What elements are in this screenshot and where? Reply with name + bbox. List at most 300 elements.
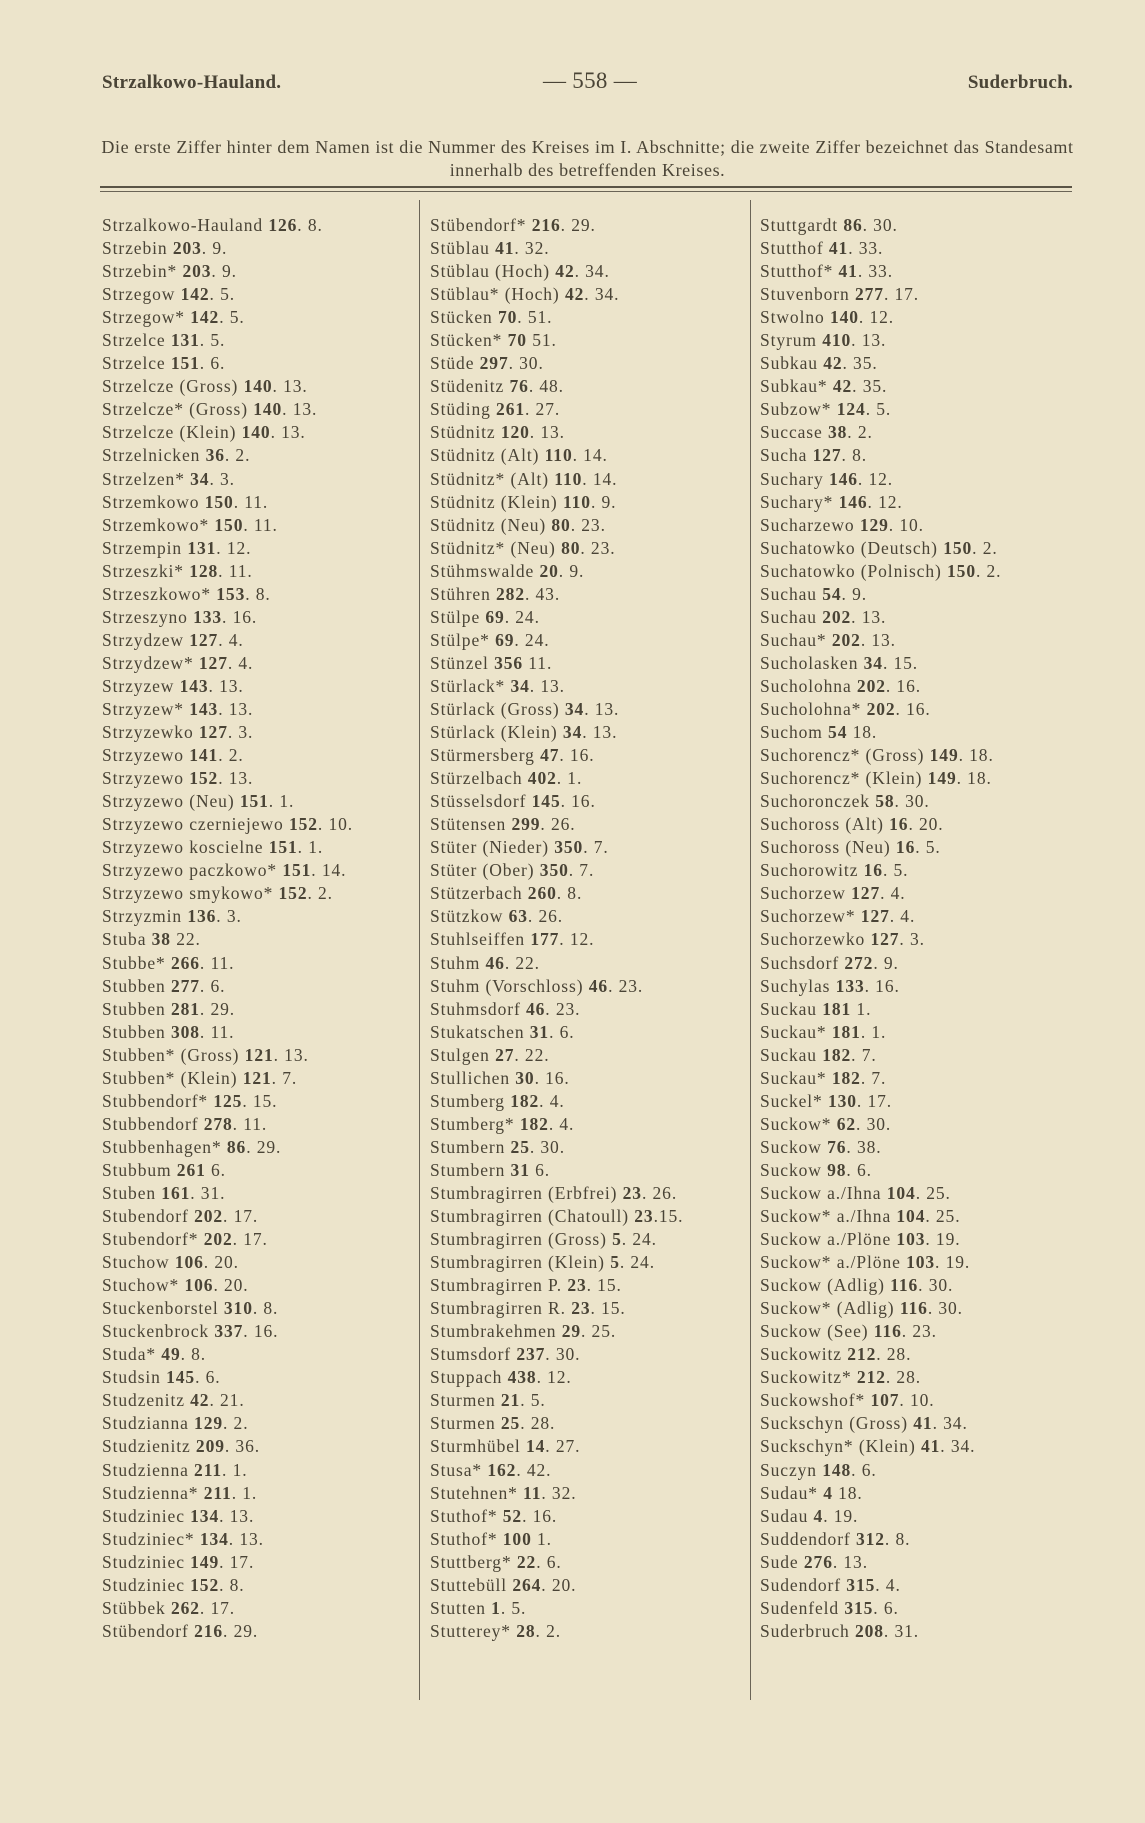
index-entry bbox=[430, 1251, 683, 1274]
place-name: Stuthof* bbox=[430, 1505, 498, 1526]
standesamt-number: . 1. bbox=[231, 1482, 258, 1503]
kreis-number: 127 bbox=[189, 629, 219, 650]
kreis-number: 23 bbox=[571, 1298, 591, 1319]
index-entry bbox=[760, 583, 1001, 606]
standesamt-number: . 19. bbox=[935, 1252, 971, 1273]
standesamt-number: . 17. bbox=[232, 1229, 268, 1250]
kreis-number: 16 bbox=[895, 837, 916, 858]
place-name: Stutten bbox=[430, 1597, 486, 1618]
place-name: Stürzelbach bbox=[430, 768, 523, 789]
standesamt-number: . 23. bbox=[580, 537, 616, 558]
index-entry bbox=[102, 1482, 353, 1505]
kreis-number: 34 bbox=[863, 652, 883, 673]
place-name: Suchau* bbox=[760, 629, 827, 650]
standesamt-number: . 6. bbox=[873, 1597, 899, 1618]
kreis-number: 27 bbox=[495, 1044, 515, 1065]
index-entry bbox=[102, 1528, 353, 1551]
place-name: Stüdnitz (Klein) bbox=[430, 491, 558, 512]
kreis-number: 124 bbox=[836, 399, 866, 420]
kreis-number: 127 bbox=[870, 929, 900, 950]
place-name: Stutterey* bbox=[430, 1620, 511, 1641]
index-entry bbox=[760, 1459, 1001, 1482]
place-name: Stüter (Nieder) bbox=[430, 837, 549, 858]
kreis-number: 1 bbox=[491, 1597, 501, 1618]
place-name: Stuttgardt bbox=[760, 215, 839, 235]
kreis-number: 127 bbox=[851, 883, 881, 904]
place-name: Suckow* a./Plöne bbox=[760, 1252, 901, 1273]
kreis-number: 70 bbox=[507, 330, 527, 351]
kreis-number: 58 bbox=[875, 791, 895, 812]
standesamt-number: . 30. bbox=[545, 1344, 581, 1365]
place-name: Suczyn bbox=[760, 1459, 817, 1480]
standesamt-number: . 4. bbox=[889, 906, 916, 927]
index-entry bbox=[760, 1389, 1001, 1412]
standesamt-number: 18. bbox=[847, 722, 878, 743]
kreis-number: 142 bbox=[180, 284, 210, 305]
index-entry bbox=[760, 721, 1001, 744]
standesamt-number: . 26. bbox=[527, 906, 564, 927]
place-name: Suckow (Adlig) bbox=[760, 1275, 885, 1296]
standesamt-number: . 16. bbox=[560, 791, 596, 812]
kreis-number: 116 bbox=[873, 1321, 902, 1342]
index-entry bbox=[430, 214, 683, 237]
place-name: Suchary bbox=[760, 468, 824, 489]
kreis-number: 54 bbox=[822, 583, 842, 604]
place-name: Suckow bbox=[760, 1136, 822, 1157]
standesamt-number: . 5. bbox=[915, 837, 941, 858]
index-entry bbox=[430, 905, 683, 928]
index-entry bbox=[430, 514, 683, 537]
standesamt-number: . 9. bbox=[558, 560, 585, 581]
standesamt-number: . 11. bbox=[233, 491, 269, 512]
kreis-number: 14 bbox=[525, 1436, 546, 1457]
standesamt-number: . 8. bbox=[884, 1528, 911, 1549]
place-name: Stubben* (Gross) bbox=[102, 1044, 240, 1065]
kreis-number: 282 bbox=[496, 583, 525, 604]
place-name: Stübbek bbox=[102, 1597, 166, 1618]
standesamt-number: . 2. bbox=[535, 1620, 562, 1641]
index-entry bbox=[430, 1067, 683, 1090]
kreis-number: 182 bbox=[519, 1113, 549, 1134]
kreis-number: 140 bbox=[243, 376, 273, 397]
standesamt-number: . 5. bbox=[882, 860, 909, 881]
place-name: Studziniec bbox=[102, 1551, 185, 1572]
place-name: Strzyzewo bbox=[102, 745, 184, 766]
standesamt-number: . 29. bbox=[223, 1620, 259, 1641]
place-name: Suckow* (Adlig) bbox=[760, 1298, 895, 1319]
place-name: Stuhlseiffen bbox=[430, 929, 526, 950]
kreis-number: 410 bbox=[822, 330, 852, 351]
place-name: Studziniec* bbox=[102, 1528, 195, 1549]
place-name: Strzebin* bbox=[102, 261, 178, 282]
place-name: Stuckenbrock bbox=[102, 1321, 210, 1342]
index-entry bbox=[102, 882, 353, 905]
place-name: Strzelce bbox=[102, 330, 166, 351]
index-entry bbox=[430, 1159, 683, 1182]
place-name: Studzienna* bbox=[102, 1482, 199, 1503]
standesamt-number: . 16. bbox=[522, 1505, 558, 1526]
kreis-number: 149 bbox=[190, 1551, 220, 1572]
standesamt-number: . 11. bbox=[232, 1113, 268, 1134]
kreis-number: 31 bbox=[529, 1021, 550, 1042]
kreis-number: 5 bbox=[612, 1229, 622, 1250]
standesamt-number: . 20. bbox=[203, 1252, 239, 1273]
index-entry bbox=[430, 1435, 683, 1458]
standesamt-number: . 14. bbox=[311, 860, 347, 881]
standesamt-number: . 30. bbox=[856, 1113, 892, 1134]
index-entry bbox=[102, 652, 353, 675]
index-entry bbox=[102, 905, 353, 928]
standesamt-number: . 9. bbox=[201, 238, 228, 259]
place-name: Stumberg* bbox=[430, 1113, 515, 1134]
index-entry bbox=[102, 1343, 353, 1366]
index-entry bbox=[430, 1136, 683, 1159]
index-entry bbox=[760, 998, 1001, 1021]
index-entry bbox=[430, 652, 683, 675]
place-name: Strzeszkowo* bbox=[102, 583, 211, 604]
kreis-number: 264 bbox=[512, 1574, 542, 1595]
kreis-number: 315 bbox=[844, 1597, 874, 1618]
index-entry bbox=[760, 1228, 1001, 1251]
place-name: Stubbendorf* bbox=[102, 1090, 209, 1111]
index-entry bbox=[760, 928, 1001, 951]
standesamt-number: . 15. bbox=[586, 1275, 622, 1296]
kreis-number: 299 bbox=[511, 814, 541, 835]
place-name: Suchary* bbox=[760, 491, 834, 512]
standesamt-number: . 6. bbox=[549, 1021, 575, 1042]
standesamt-number: . 19. bbox=[925, 1229, 961, 1250]
place-name: Strzyzewo paczkowo* bbox=[102, 860, 278, 881]
kreis-number: 127 bbox=[198, 722, 228, 743]
standesamt-number: . 30. bbox=[862, 215, 898, 235]
place-name: Stübendorf bbox=[102, 1620, 189, 1641]
kreis-number: 20 bbox=[539, 560, 559, 581]
standesamt-number: . 1. bbox=[222, 1459, 248, 1480]
place-name: Strzyzew bbox=[102, 675, 175, 696]
kreis-number: 21 bbox=[500, 1390, 521, 1411]
place-name: Strzyzewo smykowo* bbox=[102, 883, 274, 904]
standesamt-number: . 17. bbox=[199, 1597, 236, 1618]
kreis-number: 41 bbox=[828, 238, 849, 259]
standesamt-number: . 2. bbox=[975, 560, 1002, 581]
kreis-number: 104 bbox=[896, 1206, 926, 1227]
kreis-number: 262 bbox=[170, 1597, 200, 1618]
kreis-number: 30 bbox=[515, 1067, 535, 1088]
kreis-number: 151 bbox=[282, 860, 312, 881]
standesamt-number: . 30. bbox=[529, 1136, 565, 1157]
standesamt-number: . 13. bbox=[584, 698, 620, 719]
kreis-number: 209 bbox=[195, 1436, 225, 1457]
place-name: Sucholasken bbox=[760, 652, 859, 673]
index-column-2 bbox=[430, 214, 683, 1643]
kreis-number: 203 bbox=[182, 261, 212, 282]
index-entry bbox=[102, 1159, 353, 1182]
kreis-number: 182 bbox=[822, 1044, 852, 1065]
place-name: Suchorzew bbox=[760, 883, 846, 904]
place-name: Sturmen bbox=[430, 1413, 496, 1434]
place-name: Stuchow* bbox=[102, 1275, 180, 1296]
index-entry bbox=[760, 882, 1001, 905]
place-name: Suchorzew* bbox=[760, 906, 856, 927]
kreis-number: 148 bbox=[822, 1459, 852, 1480]
place-name: Subkau* bbox=[760, 376, 828, 397]
place-name: Suckel* bbox=[760, 1090, 823, 1111]
kreis-number: 125 bbox=[213, 1090, 243, 1111]
index-entry bbox=[760, 1297, 1001, 1320]
standesamt-number: . 6. bbox=[199, 975, 226, 996]
place-name: Stülpe* bbox=[430, 629, 490, 650]
standesamt-number: . 23. bbox=[545, 998, 581, 1019]
kreis-number: 237 bbox=[516, 1344, 546, 1365]
place-name: Stürlack (Klein) bbox=[430, 722, 558, 743]
standesamt-number: . 13. bbox=[272, 376, 308, 397]
kreis-number: 38 bbox=[827, 422, 848, 443]
kreis-number: 103 bbox=[896, 1229, 926, 1250]
index-entry bbox=[430, 560, 683, 583]
index-entry bbox=[430, 1297, 683, 1320]
place-name: Stumbern bbox=[430, 1136, 506, 1157]
column-divider bbox=[419, 200, 420, 1700]
index-entry bbox=[430, 283, 683, 306]
kreis-number: 29 bbox=[561, 1321, 581, 1342]
place-name: Stusa* bbox=[430, 1459, 483, 1480]
kreis-number: 4 bbox=[813, 1505, 824, 1526]
standesamt-number: . 23. bbox=[608, 975, 644, 996]
standesamt-number: . 13. bbox=[529, 675, 565, 696]
index-entry bbox=[430, 1389, 683, 1412]
kreis-number: 133 bbox=[835, 975, 865, 996]
standesamt-number: . 14. bbox=[572, 445, 608, 466]
standesamt-number: . 12. bbox=[536, 1367, 572, 1388]
standesamt-number: . 8. bbox=[219, 1574, 245, 1595]
index-entry bbox=[430, 1113, 683, 1136]
place-name: Stumbragirren P. bbox=[430, 1275, 563, 1296]
place-name: Strzemkowo bbox=[102, 491, 200, 512]
index-entry bbox=[430, 1459, 683, 1482]
kreis-number: 46 bbox=[588, 975, 609, 996]
running-head-left: Strzalkowo-Hauland. bbox=[102, 72, 282, 93]
place-name: Strzelnicken bbox=[102, 445, 201, 466]
place-name: Suchoross (Neu) bbox=[760, 837, 891, 858]
standesamt-number: . 13. bbox=[529, 422, 565, 443]
standesamt-number: . 4. bbox=[875, 1574, 901, 1595]
index-entry bbox=[102, 998, 353, 1021]
place-name: Suckow bbox=[760, 1159, 822, 1180]
kreis-number: 276 bbox=[803, 1551, 833, 1572]
place-name: Stützkow bbox=[430, 906, 504, 927]
standesamt-number: . 18. bbox=[956, 768, 992, 789]
kreis-number: 41 bbox=[920, 1436, 941, 1457]
kreis-number: 310 bbox=[223, 1298, 253, 1319]
place-name: Stuckenborstel bbox=[102, 1298, 219, 1319]
standesamt-number: . 13. bbox=[208, 675, 244, 696]
place-name: Suchylas bbox=[760, 975, 831, 996]
kreis-number: 297 bbox=[479, 353, 509, 374]
index-entry bbox=[102, 329, 353, 352]
place-name: Studzianna bbox=[102, 1413, 189, 1434]
index-entry bbox=[760, 744, 1001, 767]
index-entry bbox=[430, 1505, 683, 1528]
standesamt-number: . 4. bbox=[880, 883, 906, 904]
index-entry bbox=[102, 721, 353, 744]
place-name: Strzalkowo-Hauland bbox=[102, 215, 264, 235]
place-name: Strzempin bbox=[102, 537, 183, 558]
index-entry bbox=[102, 629, 353, 652]
index-entry bbox=[102, 975, 353, 998]
index-entry bbox=[430, 1574, 683, 1597]
kreis-number: 145 bbox=[531, 791, 561, 812]
page-number: — 558 — bbox=[542, 68, 638, 93]
standesamt-number: . 20. bbox=[213, 1275, 249, 1296]
place-name: Studzienna bbox=[102, 1459, 189, 1480]
kreis-number: 261 bbox=[176, 1159, 206, 1180]
standesamt-number: . 29. bbox=[560, 215, 596, 235]
index-entry bbox=[102, 514, 353, 537]
kreis-number: 203 bbox=[172, 238, 202, 259]
standesamt-number: . 11. bbox=[218, 560, 253, 581]
index-entry bbox=[102, 398, 353, 421]
place-name: Sudenfeld bbox=[760, 1597, 840, 1618]
kreis-number: 76 bbox=[827, 1136, 847, 1157]
standesamt-number: . 8. bbox=[252, 1298, 279, 1319]
kreis-number: 47 bbox=[540, 745, 560, 766]
place-name: Stubendorf* bbox=[102, 1229, 199, 1250]
index-entry bbox=[102, 1574, 353, 1597]
standesamt-number: . 23. bbox=[901, 1321, 937, 1342]
index-entry bbox=[430, 1320, 683, 1343]
kreis-number: 202 bbox=[866, 698, 896, 719]
index-entry bbox=[760, 1343, 1001, 1366]
place-name: Strzebin bbox=[102, 238, 168, 259]
standesamt-number: . 16. bbox=[885, 675, 921, 696]
index-entry bbox=[102, 952, 353, 975]
kreis-number: 70 bbox=[497, 307, 518, 328]
kreis-number: 106 bbox=[184, 1275, 214, 1296]
standesamt-number: . 8. bbox=[556, 883, 583, 904]
kreis-number: 42 bbox=[564, 284, 585, 305]
place-name: Strzemkowo* bbox=[102, 514, 210, 535]
index-entry bbox=[430, 1412, 683, 1435]
standesamt-number: . 42. bbox=[516, 1459, 552, 1480]
standesamt-number: 22. bbox=[170, 929, 201, 950]
standesamt-number: . 24. bbox=[514, 629, 550, 650]
place-name: Suckau bbox=[760, 1044, 817, 1065]
standesamt-number: . 38. bbox=[846, 1136, 882, 1157]
place-name: Stüdenitz bbox=[430, 376, 505, 397]
standesamt-number: . 27. bbox=[545, 1436, 581, 1457]
kreis-number: 152 bbox=[278, 883, 308, 904]
standesamt-number: . 13. bbox=[270, 422, 306, 443]
kreis-number: 54 bbox=[828, 722, 848, 743]
kreis-number: 49 bbox=[161, 1344, 181, 1365]
kreis-number: 152 bbox=[288, 814, 318, 835]
place-name: Stulgen bbox=[430, 1044, 490, 1065]
kreis-number: 212 bbox=[856, 1367, 886, 1388]
place-name: Stubbenhagen* bbox=[102, 1136, 222, 1157]
kreis-number: 202 bbox=[194, 1206, 224, 1227]
place-name: Suckowshof* bbox=[760, 1390, 866, 1411]
kreis-number: 31 bbox=[510, 1159, 530, 1180]
place-name: Stubbendorf bbox=[102, 1113, 199, 1134]
standesamt-number: . 13. bbox=[851, 330, 887, 351]
standesamt-number: . 28. bbox=[885, 1367, 921, 1388]
kreis-number: 126 bbox=[268, 215, 298, 235]
standesamt-number: . 2. bbox=[218, 745, 244, 766]
index-entry bbox=[102, 1021, 353, 1044]
kreis-number: 149 bbox=[929, 745, 959, 766]
standesamt-number: . 21. bbox=[209, 1390, 245, 1411]
kreis-number: 42 bbox=[832, 376, 853, 397]
index-entry bbox=[102, 1320, 353, 1343]
kreis-number: 134 bbox=[190, 1505, 220, 1526]
index-entry bbox=[102, 744, 353, 767]
standesamt-number: . 15. bbox=[590, 1298, 626, 1319]
standesamt-number: . 6. bbox=[846, 1159, 872, 1180]
kreis-number: 337 bbox=[214, 1321, 244, 1342]
standesamt-number: . 34. bbox=[574, 261, 610, 282]
index-entry bbox=[102, 1113, 353, 1136]
standesamt-number: . 17. bbox=[223, 1206, 259, 1227]
standesamt-number: . 3. bbox=[209, 468, 235, 489]
standesamt-number: . 13. bbox=[219, 1505, 255, 1526]
index-entry bbox=[760, 1159, 1001, 1182]
index-entry bbox=[102, 283, 353, 306]
standesamt-number: . 3. bbox=[899, 929, 925, 950]
standesamt-number: . 9. bbox=[841, 583, 867, 604]
place-name: Strzelcze (Klein) bbox=[102, 422, 237, 443]
kreis-number: 141 bbox=[189, 745, 219, 766]
index-entry bbox=[430, 629, 683, 652]
kreis-number: 146 bbox=[828, 468, 858, 489]
place-name: Subkau bbox=[760, 353, 818, 374]
place-name: Stubben* (Klein) bbox=[102, 1067, 238, 1088]
kreis-number: 129 bbox=[194, 1413, 223, 1434]
index-entry bbox=[430, 468, 683, 491]
kreis-number: 208 bbox=[854, 1620, 884, 1641]
index-entry bbox=[760, 1435, 1001, 1458]
standesamt-number: . 2. bbox=[972, 537, 998, 558]
index-entry bbox=[760, 813, 1001, 836]
standesamt-number: . 16. bbox=[864, 975, 900, 996]
place-name: Strzelcze (Gross) bbox=[102, 376, 239, 397]
place-name: Stürlack* bbox=[430, 675, 506, 696]
index-entry bbox=[102, 468, 353, 491]
place-name: Strzyzew* bbox=[102, 698, 184, 719]
kreis-number: 28 bbox=[516, 1620, 536, 1641]
standesamt-number: . 2. bbox=[847, 422, 873, 443]
kreis-number: 86 bbox=[843, 215, 863, 235]
place-name: Suderbruch bbox=[760, 1620, 850, 1641]
kreis-number: 315 bbox=[846, 1574, 876, 1595]
index-entry bbox=[760, 859, 1001, 882]
index-entry bbox=[102, 1251, 353, 1274]
place-name: Stürlack (Gross) bbox=[430, 698, 560, 719]
standesamt-number: . 6. bbox=[536, 1551, 562, 1572]
index-entry bbox=[430, 975, 683, 998]
kreis-number: 23 bbox=[634, 1206, 654, 1227]
index-entry bbox=[760, 1620, 1001, 1643]
place-name: Stuthof* bbox=[430, 1528, 498, 1549]
kreis-number: 69 bbox=[485, 606, 505, 627]
place-name: Suchorencz* (Gross) bbox=[760, 745, 925, 766]
index-entry bbox=[102, 421, 353, 444]
standesamt-number: . 13. bbox=[860, 629, 896, 650]
index-entry bbox=[430, 398, 683, 421]
place-name: Strzelce bbox=[102, 353, 166, 374]
kreis-number: 25 bbox=[510, 1136, 530, 1157]
index-entry bbox=[760, 1044, 1001, 1067]
kreis-number: 143 bbox=[179, 675, 209, 696]
